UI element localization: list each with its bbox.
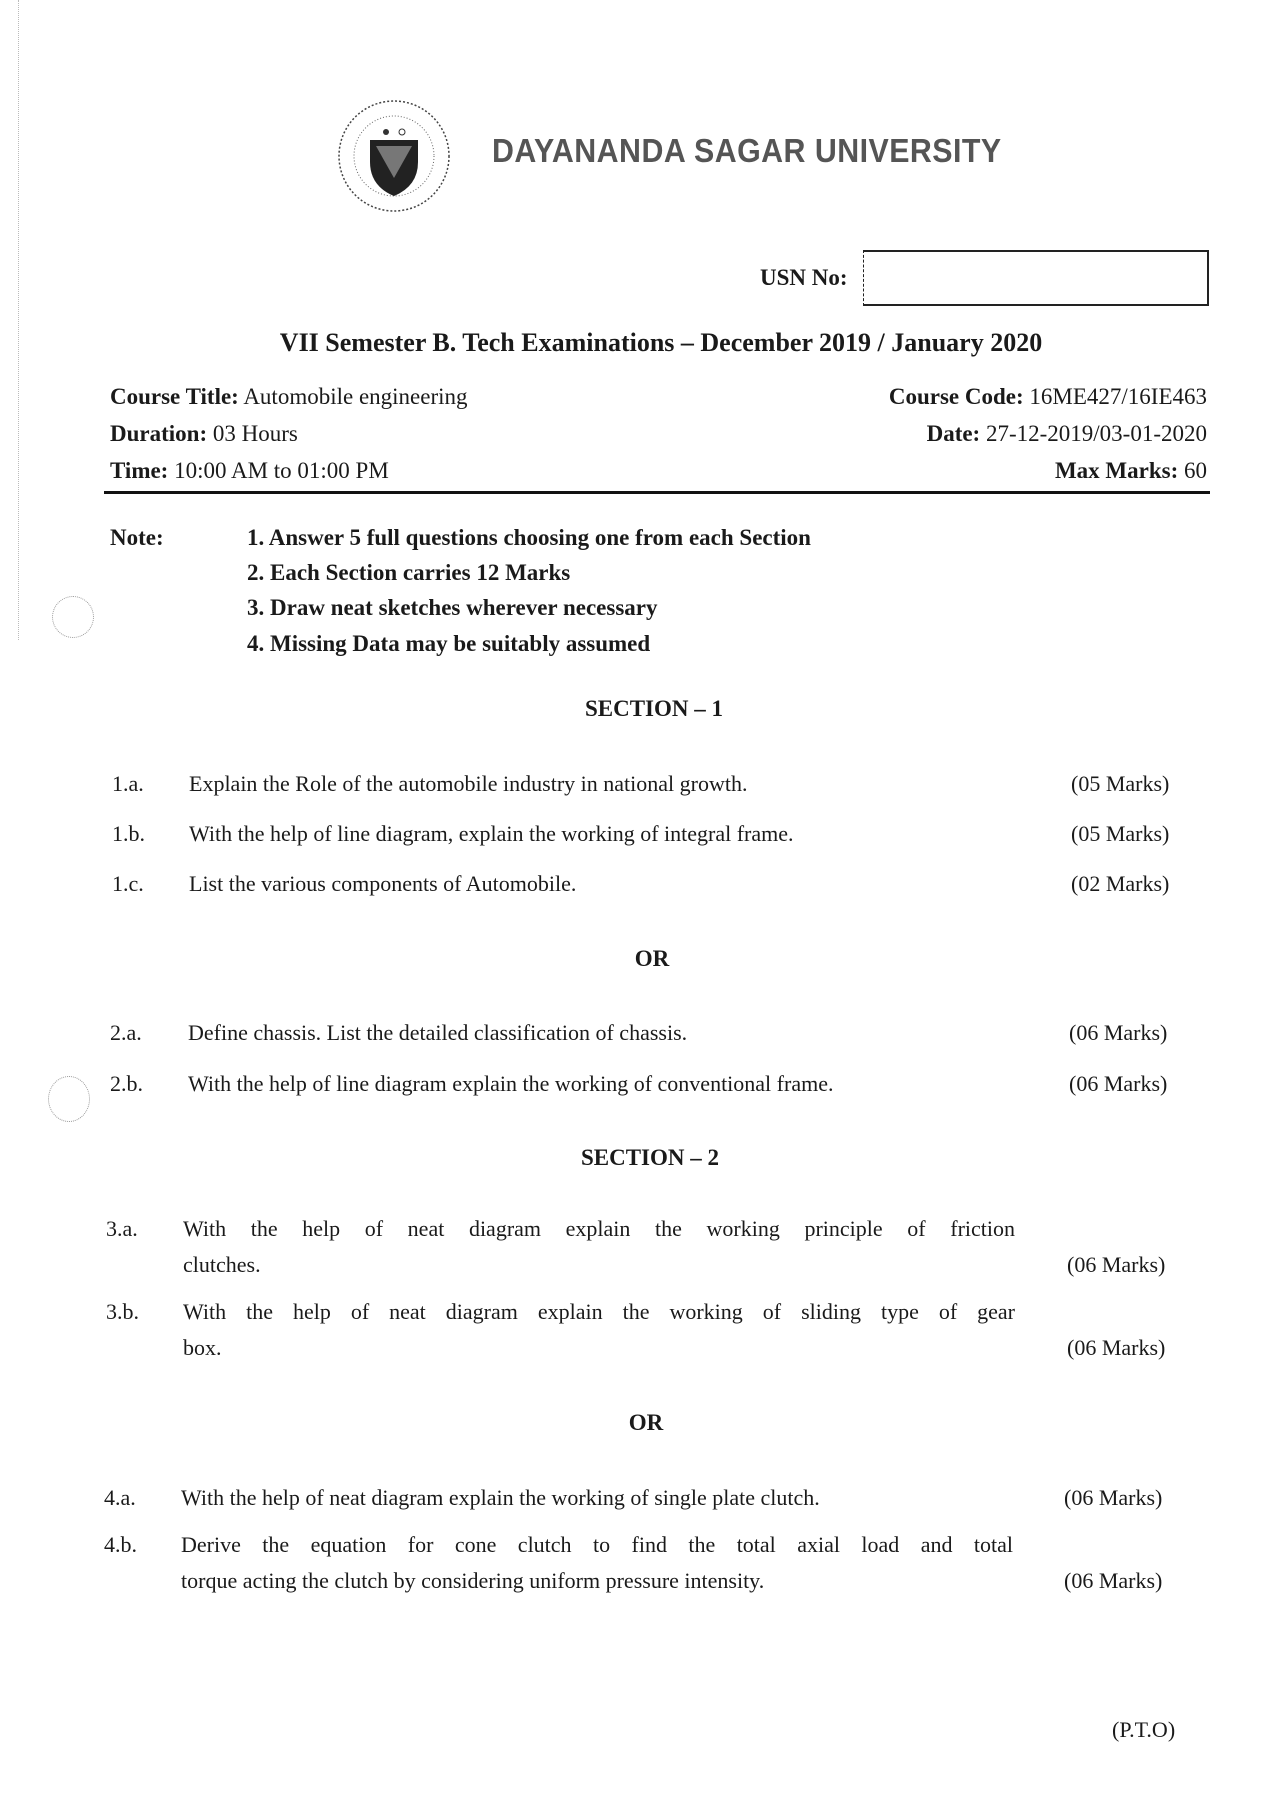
section-1-title: SECTION – 1 bbox=[584, 696, 724, 721]
note-item: 4. Missing Data may be suitably assumed bbox=[247, 631, 651, 656]
question-text: Derive the equation for cone clutch to find the total axial load and total bbox=[181, 1532, 1013, 1557]
time-label: Time: bbox=[110, 458, 169, 483]
question-text: With the help of neat diagram explain the working of single plate clutch. bbox=[181, 1485, 820, 1510]
note-item: 3. Draw neat sketches wherever necessary bbox=[247, 595, 658, 620]
question-number: 1.c. bbox=[112, 871, 144, 896]
question-marks: (02 Marks) bbox=[1071, 871, 1170, 896]
question-marks: (05 Marks) bbox=[1071, 771, 1170, 796]
question-number: 1.a. bbox=[112, 771, 144, 796]
course-title bbox=[110, 383, 468, 411]
question-text-continued: torque acting the clutch by considering uniform pressure intensity. bbox=[181, 1568, 765, 1593]
question-text-continued: box. bbox=[183, 1335, 222, 1360]
max-marks bbox=[1055, 457, 1207, 485]
course-title-label: Course Title: bbox=[110, 384, 239, 409]
question-marks: (06 Marks) bbox=[1067, 1252, 1166, 1277]
question-number: 3.b. bbox=[106, 1299, 139, 1324]
note-label: Note: bbox=[110, 525, 164, 550]
question-number: 4.b. bbox=[104, 1532, 137, 1557]
max-marks-label: Max Marks: bbox=[1054, 458, 1179, 483]
question-text: With the help of line diagram, explain the working of integral frame. bbox=[189, 821, 794, 846]
header-divider bbox=[104, 491, 1210, 494]
question-marks: (06 Marks) bbox=[1069, 1071, 1168, 1096]
question-number: 3.a. bbox=[106, 1216, 138, 1241]
question-marks: (06 Marks) bbox=[1067, 1335, 1166, 1360]
duration bbox=[110, 420, 298, 448]
scan-speck bbox=[48, 1076, 90, 1122]
scan-speck bbox=[52, 596, 94, 638]
note-item: 1. Answer 5 full questions choosing one from each Section bbox=[247, 525, 811, 550]
question-number: 2.a. bbox=[110, 1020, 142, 1045]
university-name: DAYANANDA SAGAR UNIVERSITY bbox=[492, 132, 1002, 169]
question-marks: (05 Marks) bbox=[1071, 821, 1170, 846]
question-number: 4.a. bbox=[104, 1485, 136, 1510]
or-divider: OR bbox=[634, 946, 670, 971]
section-2-title: SECTION – 2 bbox=[580, 1145, 720, 1170]
exam-title: VII Semester B. Tech Examinations – December 2019 / January 2020 bbox=[279, 328, 1043, 357]
course-code bbox=[889, 383, 1207, 411]
exam-date bbox=[927, 420, 1207, 448]
university-logo bbox=[336, 98, 452, 214]
duration-label: Duration: bbox=[110, 421, 208, 446]
question-text: With the help of neat diagram explain the working of sliding type of gear bbox=[183, 1299, 1015, 1324]
scan-edge bbox=[18, 0, 21, 640]
question-marks: (06 Marks) bbox=[1064, 1485, 1163, 1510]
question-marks: (06 Marks) bbox=[1069, 1020, 1168, 1045]
course-code-value: 16ME427/16IE463 bbox=[1023, 384, 1207, 409]
duration-value: 03 Hours bbox=[207, 421, 298, 446]
page-turn-over: (P.T.O) bbox=[1112, 1717, 1176, 1742]
question-number: 2.b. bbox=[110, 1071, 143, 1096]
question-text: List the various components of Automobile. bbox=[189, 871, 577, 896]
question-number: 1.b. bbox=[112, 821, 145, 846]
question-text: Explain the Role of the automobile industry in national growth. bbox=[189, 771, 748, 796]
question-marks: (06 Marks) bbox=[1064, 1568, 1163, 1593]
usn-input-box[interactable] bbox=[863, 250, 1209, 306]
time-value: 10:00 AM to 01:00 PM bbox=[168, 458, 389, 483]
usn-label: USN No: bbox=[760, 265, 848, 290]
note-item: 2. Each Section carries 12 Marks bbox=[247, 560, 571, 585]
time bbox=[110, 457, 389, 485]
question-text: With the help of neat diagram explain the working principle of friction bbox=[183, 1216, 1015, 1241]
question-text-continued: clutches. bbox=[183, 1252, 261, 1277]
max-marks-value: 60 bbox=[1178, 458, 1207, 483]
date-value: 27-12-2019/03-01-2020 bbox=[980, 421, 1207, 446]
or-divider: OR bbox=[628, 1410, 664, 1435]
question-text: With the help of line diagram explain the working of conventional frame. bbox=[188, 1071, 834, 1096]
date-label: Date: bbox=[926, 421, 981, 446]
course-title-value: Automobile engineering bbox=[238, 384, 468, 409]
question-text: Define chassis. List the detailed classification of chassis. bbox=[188, 1020, 688, 1045]
course-code-label: Course Code: bbox=[888, 384, 1024, 409]
